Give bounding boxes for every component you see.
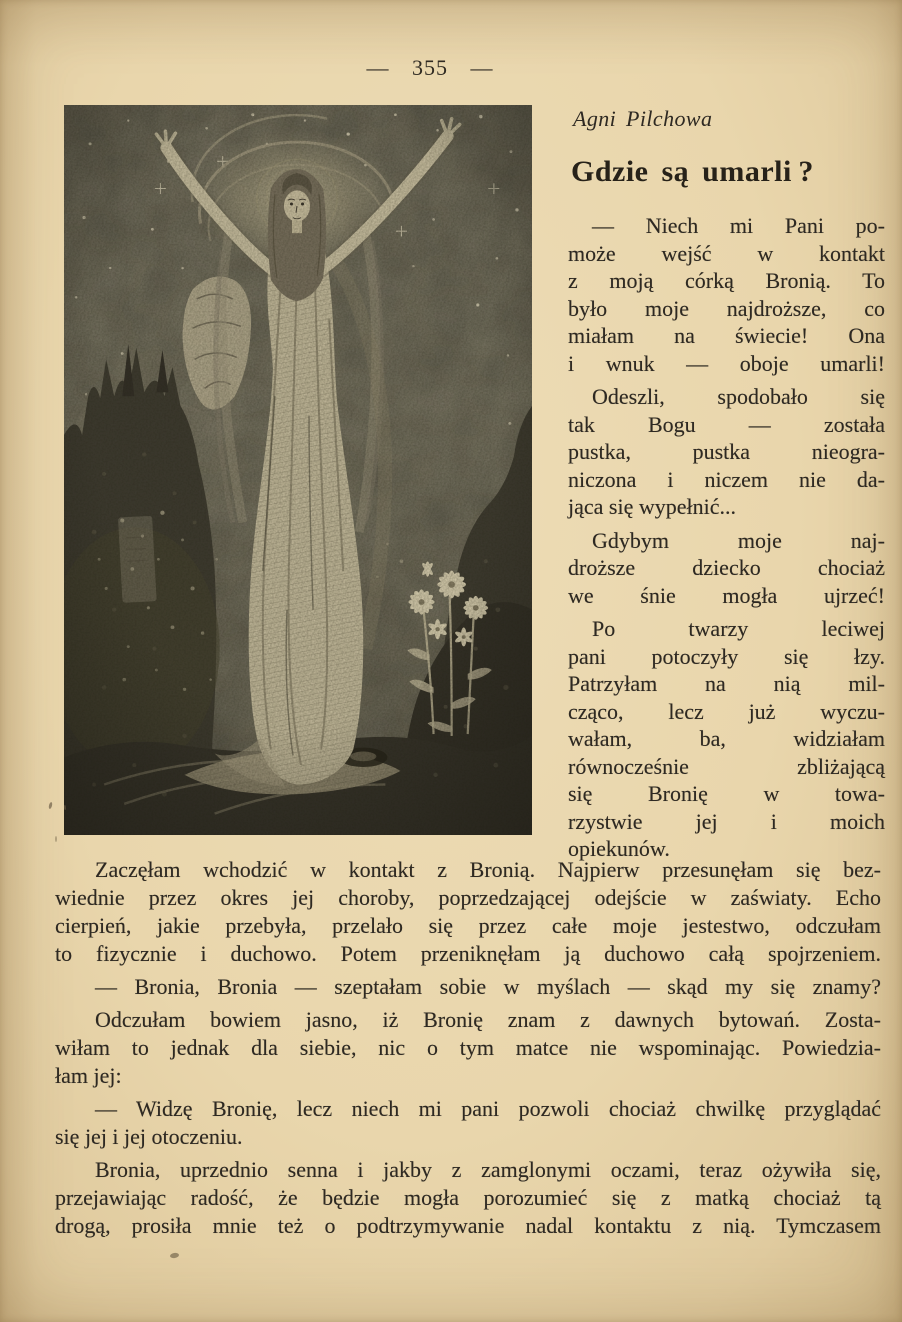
- article-illustration: [64, 105, 532, 835]
- text-line: się Bronię w towa-: [568, 781, 885, 806]
- page-number: — 355 —: [366, 55, 494, 80]
- text-line: pani potoczyły się łzy.: [568, 643, 885, 669]
- text-line: tak Bogu — została: [568, 411, 885, 437]
- text-line: Po twarzy leciwej: [592, 616, 885, 641]
- scan-speck: [170, 1252, 180, 1258]
- paragraph: [568, 615, 885, 863]
- scan-speck: [48, 802, 53, 810]
- paragraph: [55, 1156, 881, 1240]
- text-line: cząco, lecz już wyczu-: [568, 698, 885, 724]
- paragraph: [568, 527, 885, 610]
- paragraph: [568, 212, 885, 377]
- article-body-text: [55, 856, 881, 1240]
- text-line: i wnuk — oboje umarli!: [568, 350, 885, 376]
- text-line: wałam, ba, widziałam: [568, 726, 885, 751]
- text-line: to fizycznie i duchowo. Potem przeniknęłam ją duchowo całą spojrzeniem.: [55, 941, 881, 966]
- text-line: cierpień, jakie przebyła, przelało się przez całe moje jestestwo, odczułam: [55, 913, 881, 938]
- text-line: — Widzę Bronię, lecz niech mi pani pozwoli chociaż chwilkę przyglądać: [95, 1096, 881, 1121]
- paragraph: [55, 973, 881, 1001]
- text-line: wiłam to jednak dla siebie, nic o tym matce nie wspominając. Powiedzia-: [55, 1035, 881, 1060]
- text-line: opiekunów.: [568, 836, 670, 861]
- text-line: — Niech mi Pani po-: [592, 213, 885, 238]
- paragraph: [55, 1095, 881, 1151]
- text-line: z moją córką Bronią. To: [568, 268, 885, 293]
- article-author: Agni Pilchowa: [573, 106, 713, 131]
- text-line: droższe dziecko chociaż: [568, 555, 885, 580]
- illustration-engraving: [64, 105, 532, 835]
- text-line: się jej i jej otoczeniu.: [55, 1124, 243, 1149]
- article-right-column: [568, 212, 885, 863]
- text-line: Zaczęłam wchodzić w kontakt z Bronią. Najpierw przesunęłam się bez-: [95, 857, 881, 882]
- paragraph: [568, 383, 885, 521]
- text-line: niczona i niczem nie da-: [568, 466, 885, 492]
- text-line: łam jej:: [55, 1063, 122, 1088]
- scan-speck: [55, 836, 57, 842]
- text-line: jąca się wypełnić...: [568, 494, 736, 519]
- paragraph: [55, 856, 881, 968]
- text-line: równocześnie zbliżającą: [568, 753, 885, 779]
- text-line: Odczułam bowiem jasno, iż Bronię znam z dawnych bytowań. Zosta-: [95, 1007, 881, 1032]
- text-line: — Bronia, Bronia — szeptałam sobie w myślach — skąd my się znamy?: [95, 974, 881, 999]
- text-line: wiednie przez okres jej choroby, poprzedzającej odejście w zaświaty. Echo: [55, 885, 881, 910]
- scan-speck: [64, 805, 67, 810]
- article-title: Gdzie są umarli ?: [571, 155, 814, 188]
- text-line: było moje najdroższe, co: [568, 295, 885, 321]
- text-line: rzystwie jej i moich: [568, 808, 885, 834]
- text-line: może wejść w kontakt: [568, 240, 885, 266]
- text-line: Bronia, uprzednio senna i jakby z zamglonymi oczami, teraz ożywiła się,: [95, 1157, 881, 1182]
- text-line: przejawiając radość, że będzie mogła porozumieć się z matką chociaż tą: [55, 1185, 881, 1210]
- paragraph: [55, 1006, 881, 1090]
- text-line: drogą, prosiła mnie też o podtrzymywanie nadal kontaktu z nią. Tymczasem: [55, 1213, 881, 1238]
- text-line: we śnie mogła ujrzeć!: [568, 582, 885, 608]
- text-line: Odeszli, spodobało się: [592, 384, 885, 409]
- text-line: miałam na świecie! Ona: [568, 323, 885, 348]
- text-line: Gdybym moje naj-: [592, 527, 885, 553]
- text-line: Patrzyłam na nią mil-: [568, 671, 885, 696]
- text-line: pustka, pustka nieogra-: [568, 439, 885, 464]
